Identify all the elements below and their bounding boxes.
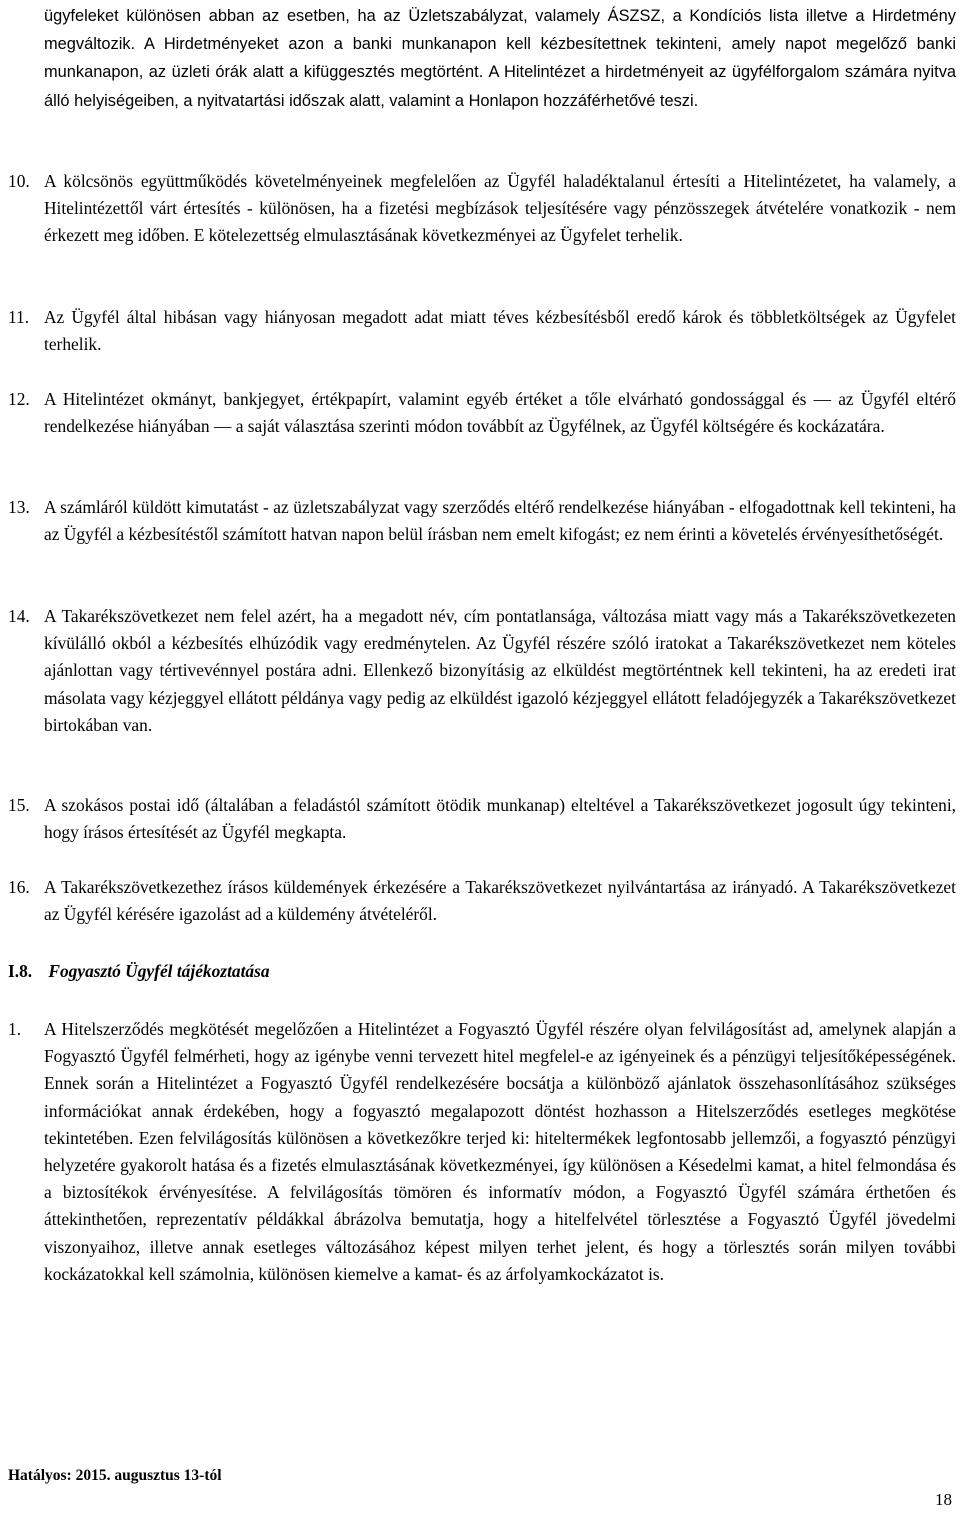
item-text: A szokásos postai idő (általában a feladástól számított ötödik munkanap) elteltével a Takarékszövetkezet jogosult úgy tekinteni, hogy írásos értesítését az Ügyfél megkapta. <box>44 795 956 843</box>
item-text: A Takarékszövetkezet nem felel azért, ha a megadott név, cím pontatlansága, változása miatt vagy más a Takarékszövetkezeten kívülálló okból a kézbesítés elhúzódik vagy eredménytelen. Az Ügyfél részére szóló iratokat a Takarékszövetkezet nem köteles ajánlottan vagy tértivevénnyel postára adni. Ellenkező bizonyításig az elküldést megtörténtnek kell tekinteni, ha az eredeti irat másolata vagy kézjeggyel ellátott példánya vagy pedig az elküldést igazoló kézjeggyel ellátott feladójegyzék a Takarékszövetkezet birtokában van. <box>44 606 956 735</box>
item-number: 14. <box>8 606 30 626</box>
effective-date: Hatályos: 2015. augusztus 13-tól <box>8 1467 222 1484</box>
item-text: A számláról küldött kimutatást - az üzletszabályzat vagy szerződés eltérő rendelkezése hiányában - elfogadottnak kell tekinteni, ha az Ügyfél a kézbesítéstől számított hatvan napon belül írásban nem emelt kifogást; ez nem érinti a követelés érvényesíthetőségét. <box>44 497 956 545</box>
item-number: 11. <box>8 307 30 327</box>
intro-paragraph <box>44 2 956 115</box>
intro-sentence-a: ügyfeleket különösen abban az esetben, ha az Üzletszabályzat, valamely ÁSZSZ, a Kondíciós lista illetve a Hirdetmény megváltozik. A Hirdetményeket azon a banki munkanapon kell kézbesítettnek tekinteni, amely napot megelőző banki munkanapon, az üzleti órák alatt a kifüggesztés megtörtént. <box>44 7 956 82</box>
list-item-12 <box>0 386 956 440</box>
item-text: A Takarékszövetkezethez írásos küldemények érkezésére a Takarékszövetkezet nyilvántartása az irányadó. A Takarékszövetkezet az Ügyfél kérésére igazolást ad a küldemény átvételéről. <box>44 877 956 925</box>
item-number: 13. <box>8 497 30 517</box>
item-number: 10. <box>8 171 30 191</box>
section-list-item-1 <box>0 1016 956 1288</box>
intro-sentence-b: A Hitelintézet a hirdetményeit az ügyfélforgalom számára nyitva álló helyiségeiben, a nyitvatartási időszak alatt, valamint a Honlapon hozzáférhetővé teszi. <box>44 63 957 110</box>
item-number: 1. <box>8 1019 22 1039</box>
list-item-15 <box>0 792 956 846</box>
section-number: I.8. <box>8 961 33 981</box>
list-item-16 <box>0 874 956 928</box>
list-item-10 <box>0 168 956 250</box>
item-number: 12. <box>8 389 30 409</box>
section-heading <box>8 958 270 985</box>
list-item-13 <box>0 494 956 548</box>
item-text: A Hitelintézet okmányt, bankjegyet, értékpapírt, valamint egyéb értéket a tőle elvárható gondossággal és — az Ügyfél eltérő rendelkezése hiányában — a saját választása szerinti módon továbbít az Ügyfélnek, az Ügyfél költségére és kockázatára. <box>44 389 956 437</box>
list-item-14 <box>0 603 956 739</box>
item-text: A Hitelszerződés megkötését megelőzően a Hitelintézet a Fogyasztó Ügyfél részére olyan felvilágosítást ad, amelynek alapján a Fogyasztó Ügyfél felmérheti, hogy az igénybe venni tervezett hitel megfelel-e az igényeinek és a pénzügyi teljesítőképességének. Ennek során a Hitelintézet a Fogyasztó Ügyfél rendelkezésére bocsátja a különböző ajánlatok összehasonlításához szükséges információkat annak érdekében, hogy a fogyasztó megalapozott döntést hozhasson a Hitelszerződés esetleges megkötése tekintetében. Ezen felvilágosítás különösen a következőkre terjed ki: hiteltermékek legfontosabb jellemzői, a fogyasztó pénzügyi helyzetére gyakorolt hatása és a fizetés elmulasztásának következményei, így különösen a Késedelmi kamat, a hitel felmondása és a biztosítékok érvényesítése. A felvilágosítás tömören és informatív módon, a Fogyasztó Ügyfél számára érthetően és áttekinthetően, reprezentatív példákkal ábrázolva bemutatja, hogy a hitelfelvétel törlesztése a Fogyasztó Ügyfél jövedelmi viszonyaihoz, illetve annak esetleges változásához képest milyen terhet jelent, és hogy a törlesztés során milyen további kockázatokkal kell számolnia, különösen kiemelve a kamat- és az árfolyamkockázatot is. <box>44 1019 956 1284</box>
page-number: 18 <box>935 1490 952 1509</box>
item-text: Az Ügyfél által hibásan vagy hiányosan megadott adat miatt téves kézbesítésből eredő károk és többletköltségek az Ügyfelet terhelik. <box>44 307 956 355</box>
list-item-11 <box>0 304 956 358</box>
item-text: A kölcsönös együttműködés követelményeinek megfelelően az Ügyfél haladéktalanul értesíti a Hitelintézetet, ha valamely, a Hitelintézettől várt értesítés - különösen, ha a fizetési megbízások teljesítésére vagy pénzösszegek átvételére vonatkozik - nem érkezett meg időben. E kötelezettség elmulasztásának következményei az Ügyfelet terhelik. <box>44 171 956 246</box>
item-number: 16. <box>8 877 30 897</box>
item-number: 15. <box>8 795 30 815</box>
section-title: Fogyasztó Ügyfél tájékoztatása <box>48 961 270 981</box>
